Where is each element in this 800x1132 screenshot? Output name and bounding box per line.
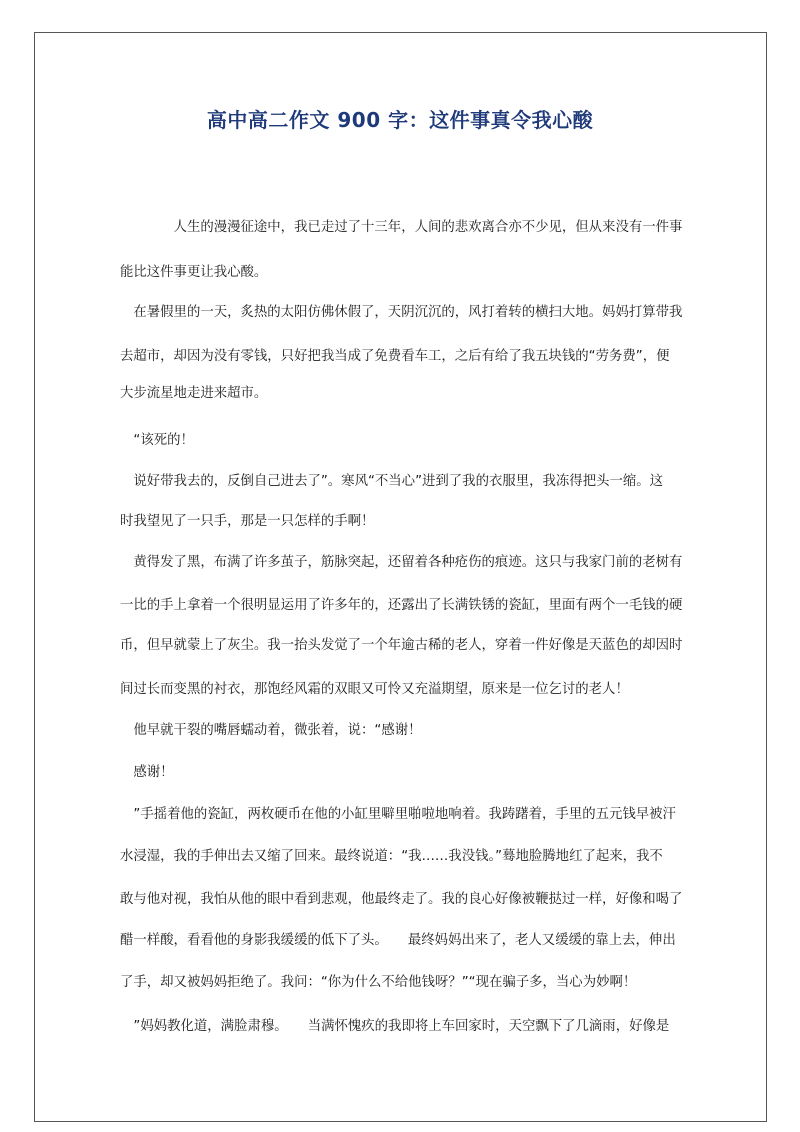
text-line: ”妈妈教化道，满脸肃穆。 当满怀愧疚的我即将上车回家时，天空飘下了几滴雨，好像是 (120, 1019, 670, 1034)
text-line: 人生的漫漫征途中，我已走过了十三年，人间的悲欢离合亦不少见，但从来没有一件事 (120, 220, 683, 235)
text-line: 间过长而变黑的衬衣，那饱经风霜的双眼又可怜又充溢期望，原来是一位乞讨的老人！ (120, 682, 629, 697)
text-line: 一比的手上拿着一个很明显运用了许多年的，还露出了长满铁锈的瓷缸，里面有两个一毛钱的硬 (120, 598, 683, 613)
text-line: 他早就干裂的嘴唇蠕动着，微张着，说：“感谢！ (120, 723, 422, 738)
text-line: 时我望见了一只手，那是一只怎样的手啊！ (120, 514, 375, 529)
text-line: 黄得发了黑，布满了许多茧子，筋脉突起，还留着各种疮伤的痕迹。这只与我家门前的老树有 (120, 555, 683, 570)
page-border (34, 32, 767, 1122)
document-title: 高中高二作文 900 字：这件事真令我心酸 (206, 108, 594, 132)
text-line: 醋一样酸，看看他的身影我缓缓的低下了头。 最终妈妈出来了，老人又缓缓的靠上去，伸出 (120, 933, 676, 948)
text-line: 大步流星地走进来超市。 (120, 386, 268, 401)
text-line: 感谢！ (120, 765, 174, 780)
text-line: 说好带我去的，反倒自己进去了”。寒风“不当心”进到了我的衣服里，我冻得把头一缩。这 (120, 474, 664, 489)
text-line: 在暑假里的一天，炙热的太阳仿佛休假了，天阴沉沉的，风打着转的横扫大地。妈妈打算带我 (120, 305, 683, 320)
text-line: 了手，却又被妈妈拒绝了。我问：“你为什么不给他钱呀？”“现在骗子多，当心为妙啊！ (120, 975, 637, 990)
text-line: 能比这件事更让我心酸。 (120, 265, 268, 280)
text-line: “该死的！ (120, 433, 194, 448)
text-line: ”手摇着他的瓷缸，两枚硬币在他的小缸里噼里啪啦地响着。我踌躇着，手里的五元钱早被汗 (120, 807, 676, 822)
text-line: 敢与他对视，我怕从他的眼中看到悲观，他最终走了。我的良心好像被鞭挞过一样，好像和喝了 (120, 892, 683, 907)
text-line: 币，但早就蒙上了灰尘。我一抬头发觉了一个年逾古稀的老人，穿着一件好像是天蓝色的却因时 (120, 638, 683, 653)
text-line: 水浸湿，我的手伸出去又缩了回来。最终说道：“我……我没钱。”蓦地脸腾地红了起来，我不 (120, 849, 663, 864)
text-line: 去超市，却因为没有零钱，只好把我当成了免费看车工，之后有给了我五块钱的“劳务费”，便 (120, 349, 670, 364)
